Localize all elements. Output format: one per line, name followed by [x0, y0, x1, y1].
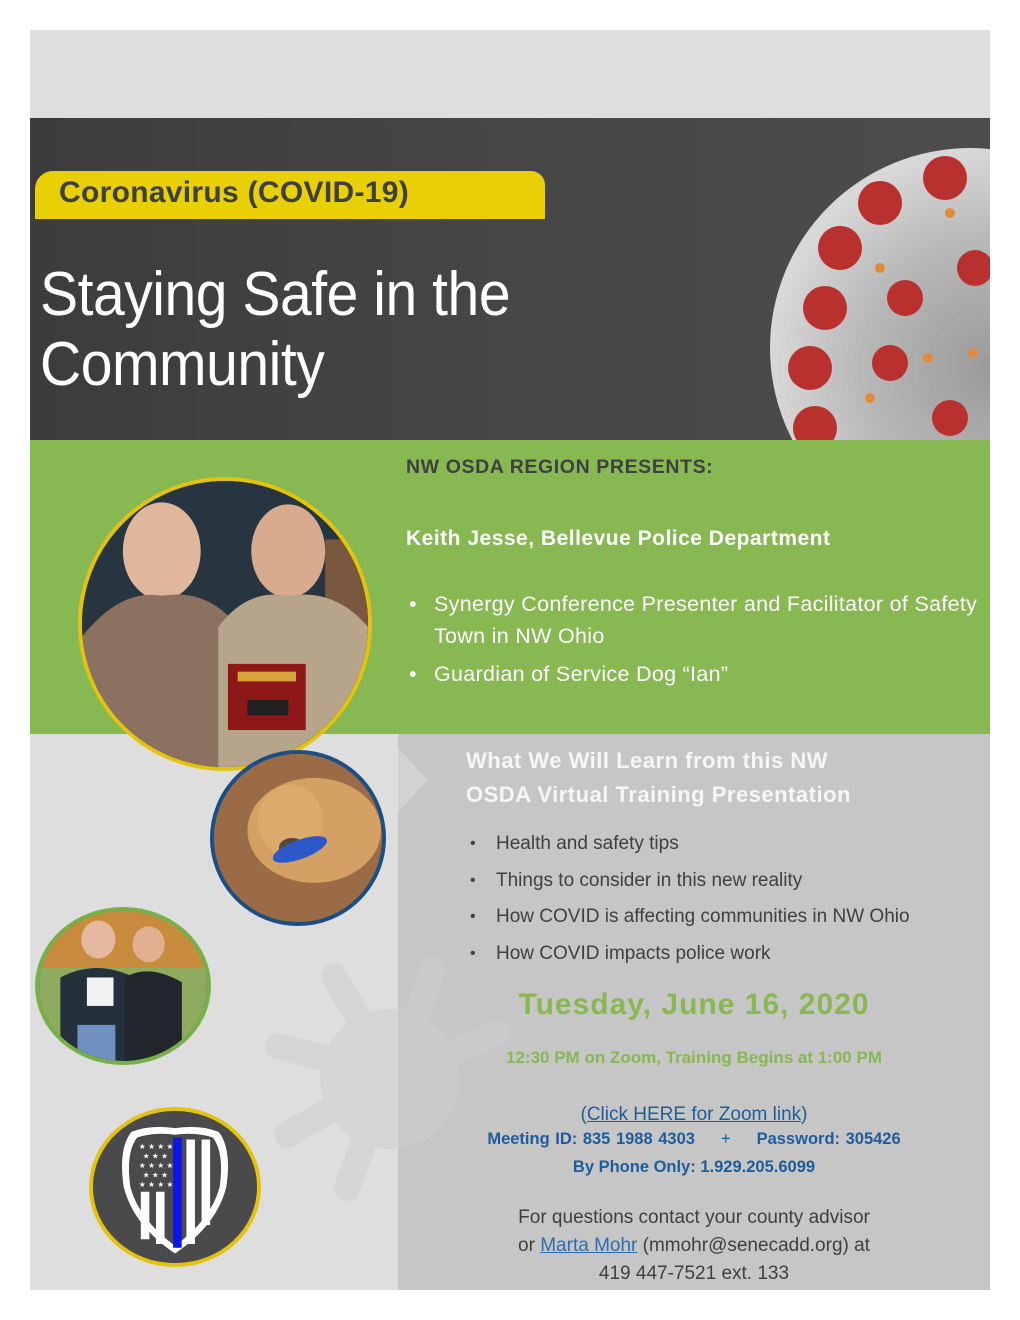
title-line-2: Community [40, 330, 325, 399]
meeting-id: Meeting ID: 835 1988 4303 [487, 1130, 695, 1148]
service-dog-photo [210, 750, 386, 926]
zoom-link[interactable]: Click HERE for Zoom link [586, 1104, 802, 1125]
learn-bullets [466, 826, 910, 972]
presenter-bullet: • Synergy Conference Presenter and Facilitator of Safety Town in NW Ohio [406, 588, 986, 652]
presenter-name: Keith Jesse, Bellevue Police Department [406, 527, 831, 550]
learn-bullet: • Things to consider in this new reality [466, 863, 910, 900]
learn-heading-line-1: What We Will Learn from this NW [466, 748, 829, 773]
contact-email: (mmohr@senecadd.org) at [637, 1235, 870, 1256]
splash-decoration [240, 929, 540, 1229]
svg-text:★ ★ ★ ★: ★ ★ ★ ★ [138, 1161, 174, 1170]
contact-line-2 [398, 1232, 990, 1260]
covid-tag-label [35, 171, 545, 219]
contact-info [398, 1204, 990, 1288]
coronavirus-illustration [730, 118, 990, 440]
top-margin-strip [30, 30, 990, 118]
paren-open: ( [580, 1104, 587, 1125]
arrow-decoration [398, 748, 428, 812]
two-men-with-key-plaque-image [82, 481, 368, 767]
learn-heading [466, 744, 851, 812]
contact-line-1: For questions contact your county advisor [518, 1207, 870, 1228]
officer-with-friend-photo [35, 907, 211, 1065]
svg-text:★ ★ ★ ★: ★ ★ ★ ★ [138, 1142, 174, 1151]
svg-text:★ ★ ★: ★ ★ ★ [142, 1151, 168, 1161]
plus-separator: + [720, 1130, 731, 1148]
service-dog-ian-image [214, 754, 382, 922]
presents-heading: NW OSDA REGION PRESENTS: [406, 456, 714, 478]
learn-bullet: • How COVID impacts police work [466, 936, 910, 973]
learn-bullet: • Health and safety tips [466, 826, 910, 863]
page-title [40, 260, 510, 400]
presenter-bullet: • Guardian of Service Dog “Ian” [406, 658, 986, 690]
svg-text:★ ★ ★: ★ ★ ★ [142, 1170, 168, 1180]
title-line-1: Staying Safe in the [40, 260, 511, 329]
phone-info: By Phone Only: 1.929.205.6099 [572, 1158, 816, 1176]
contact-name-link[interactable]: Marta Mohr [540, 1235, 638, 1256]
two-men-outdoors-image [39, 911, 207, 1061]
presenter-photo [78, 477, 372, 771]
event-time: 12:30 PM on Zoom, Training Begins at 1:00 PM [506, 1048, 882, 1067]
police-shield-flag-icon [93, 1111, 257, 1263]
meeting-password: Password: 305426 [756, 1130, 901, 1148]
paren-close: ) [801, 1104, 808, 1125]
hero-banner [30, 118, 990, 440]
zoom-link-line [398, 1104, 990, 1126]
svg-text:★ ★ ★ ★: ★ ★ ★ ★ [138, 1180, 174, 1189]
contact-prefix: or [518, 1235, 541, 1256]
thin-blue-line-badge [89, 1107, 261, 1267]
presenter-bullets [406, 588, 986, 696]
event-date: Tuesday, June 16, 2020 [518, 988, 870, 1021]
learn-bullet: • How COVID is affecting communities in NW Ohio [466, 899, 910, 936]
covid-tag-text: Coronavirus (COVID-19) [59, 176, 409, 209]
contact-phone: 419 447-7521 ext. 133 [598, 1263, 790, 1284]
meeting-info [398, 1130, 990, 1149]
flyer-page [30, 30, 990, 1290]
learn-heading-line-2: OSDA Virtual Training Presentation [466, 782, 851, 807]
